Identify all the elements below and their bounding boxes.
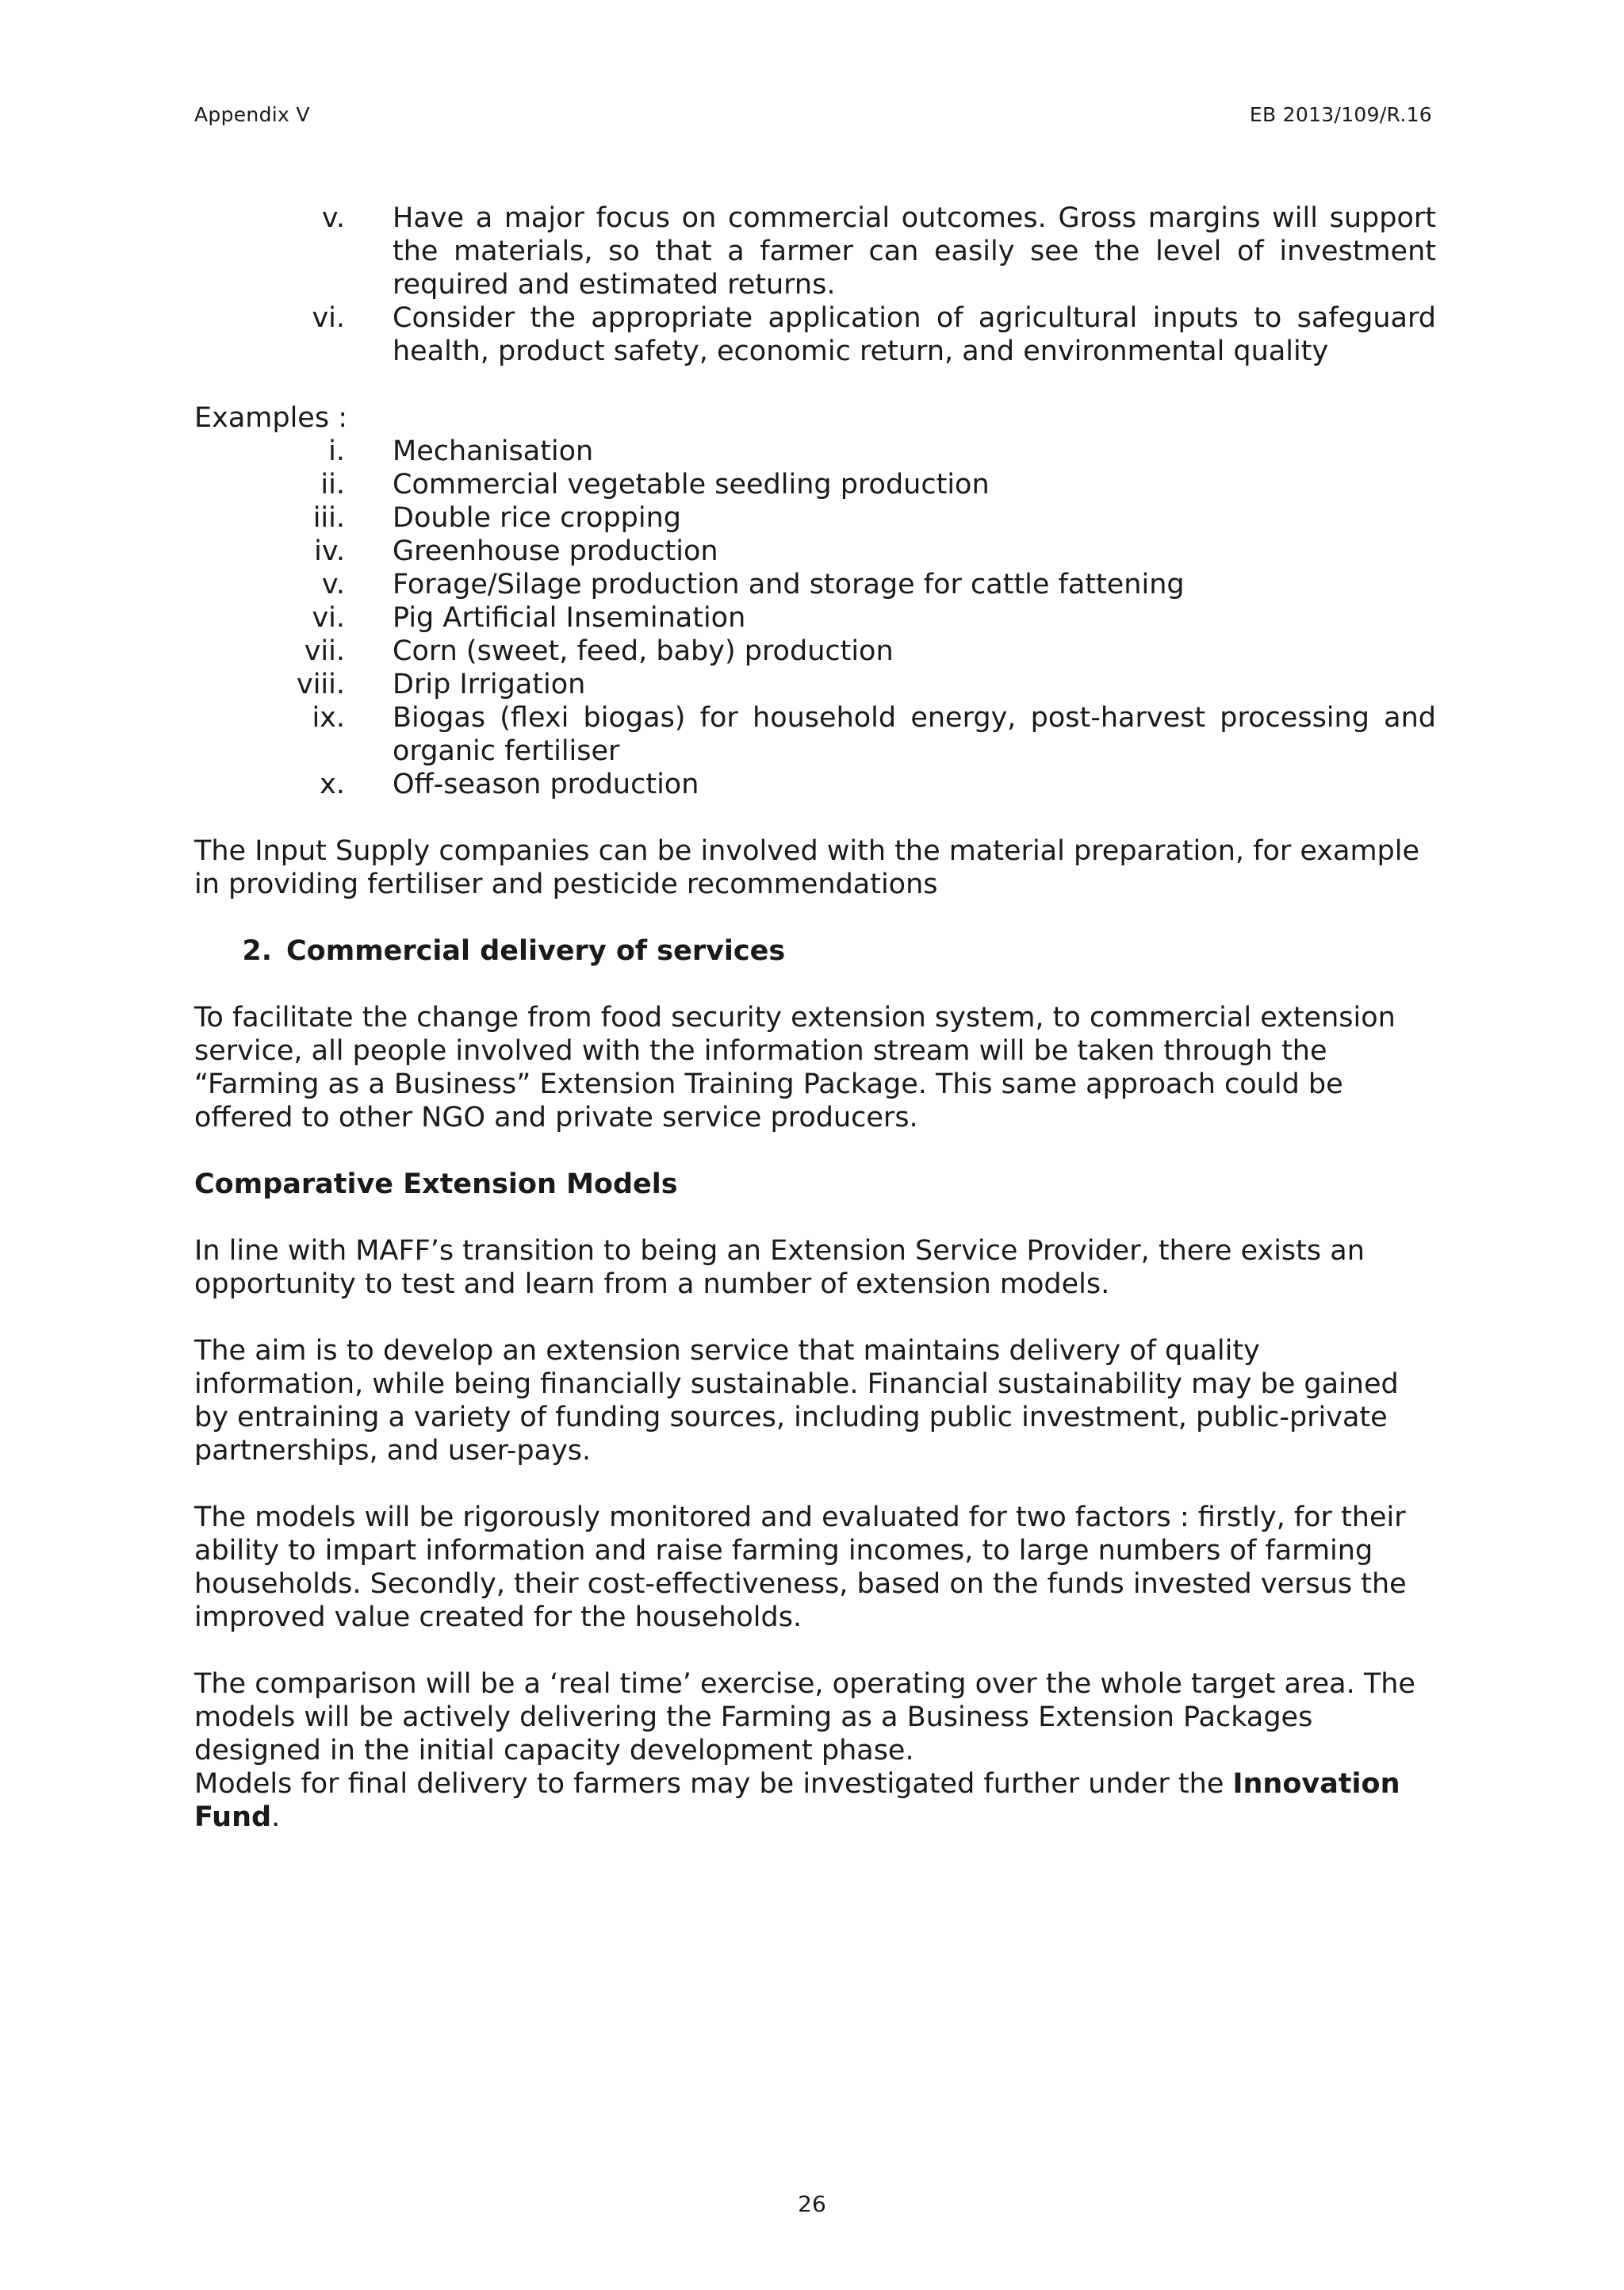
input-supply-paragraph: The Input Supply companies can be involved with the material preparation, for example in providing fertiliser and pesticide recommendations [194, 835, 1420, 900]
facilitate-paragraph: To facilitate the change from food security extension system, to commercial extension service, all people involved with the information stream will be taken through the “Farming as a Business” Extension Training Package. This same approach could be offered to other NGO and private service producers. [194, 1002, 1396, 1133]
section-heading [194, 934, 1436, 968]
example-text: Mechanisation [393, 435, 594, 467]
list-item [194, 301, 1436, 368]
example-number: v. [321, 569, 345, 600]
list-item [194, 201, 1436, 301]
models-paragraph: The models will be rigorously monitored and evaluated for two factors : firstly, for their ability to impart information and raise farming incomes, to large numbers of farming households. Secondly, their cost-effectiveness, based on the funds invested versus the improved value created for the households. [194, 1502, 1407, 1633]
section-title: Commercial delivery of services [286, 935, 786, 967]
example-number: x. [320, 769, 345, 800]
comparison-paragraph: The comparison will be a ‘real time’ exercise, operating over the whole target area. The models will be actively delivering the Farming as a Business Extension Packages designed in the initial capacity development phase. [194, 1668, 1415, 1766]
final-delivery-paragraph [194, 1767, 1436, 1834]
example-item [194, 635, 1436, 668]
example-item [194, 668, 1436, 701]
example-number: ii. [320, 469, 345, 501]
section-number: 2. [242, 935, 272, 967]
example-text: Off-season production [393, 769, 699, 800]
page-number: 26 [798, 2191, 826, 2217]
example-text: Drip Irrigation [393, 669, 586, 700]
final-delivery-text: Models for final delivery to farmers may be investigated further under the [194, 1768, 1233, 1800]
example-item [194, 768, 1436, 801]
example-item [194, 468, 1436, 501]
maff-paragraph: In line with MAFF’s transition to being an Extension Service Provider, there exists an opportunity to test and learn from a number of extension models. [194, 1235, 1365, 1300]
example-number: ix. [312, 702, 345, 734]
header-document-code: EB 2013/109/R.16 [1249, 103, 1432, 126]
aim-paragraph: The aim is to develop an extension service that maintains delivery of quality information, while being financially sustainable. Financial sustainability may be gained by entraining a variety of funding sources, including public investment, public-private partnerships, and user-pays. [194, 1335, 1399, 1467]
example-item [194, 501, 1436, 535]
example-item [194, 601, 1436, 635]
example-text: Biogas (flexi biogas) for household energy, post-harvest processing and organic fertiliser [393, 702, 1436, 767]
examples-label: Examples : [194, 402, 347, 434]
example-text: Pig Artificial Insemination [393, 602, 746, 634]
example-number: iii. [312, 502, 345, 534]
header-appendix-label: Appendix V [194, 103, 310, 126]
innovation-fund-term: Innovation Fund [194, 1768, 1400, 1833]
example-text: Greenhouse production [393, 535, 718, 567]
example-number: vii. [304, 635, 345, 667]
list-item-text: Consider the appropriate application of agricultural inputs to safeguard health, product safety, economic return, and environmental quality [393, 302, 1436, 367]
list-item-text: Have a major focus on commercial outcomes. Gross margins will support the materials, so that a farmer can easily see the level of investment required and estimated returns. [393, 202, 1436, 301]
comparative-heading: Comparative Extension Models [194, 1168, 678, 1200]
example-text: Forage/Silage production and storage for cattle fattening [393, 569, 1185, 600]
example-number: vi. [312, 602, 345, 634]
example-text: Commercial vegetable seedling production [393, 469, 990, 501]
example-item [194, 568, 1436, 601]
example-number: i. [328, 435, 345, 467]
example-item [194, 435, 1436, 468]
example-item [194, 701, 1436, 768]
page-body [194, 201, 1436, 1834]
list-item-number: v. [321, 202, 345, 234]
example-number: iv. [314, 535, 345, 567]
final-delivery-period: . [271, 1801, 281, 1833]
examples-list [194, 435, 1436, 801]
example-text: Corn (sweet, feed, baby) production [393, 635, 894, 667]
example-text: Double rice cropping [393, 502, 681, 534]
list-item-number: vi. [312, 302, 345, 334]
example-number: viii. [296, 669, 345, 700]
example-item [194, 535, 1436, 568]
